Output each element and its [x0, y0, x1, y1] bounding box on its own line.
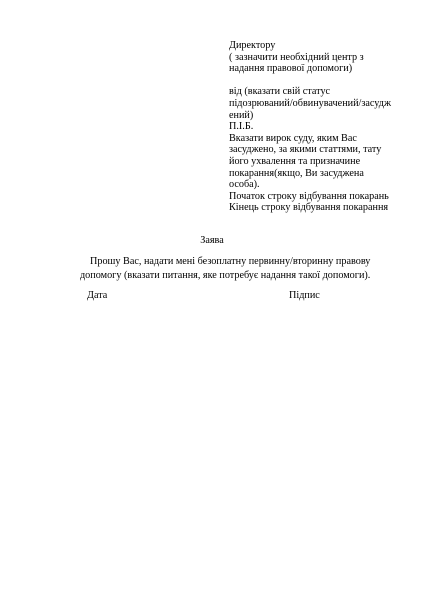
recipient-line: ений): [229, 109, 254, 121]
body-line: допомогу (вказати питання, яке потребує надання такої допомоги).: [80, 269, 371, 281]
signature-label: Підпис: [289, 290, 320, 301]
recipient-line: Кінець строку відбування покарання: [229, 202, 389, 214]
recipient-line: ( зазначити необхідний центр з: [229, 51, 364, 63]
recipient-line: покарання(якщо, Ви засуджена: [229, 167, 364, 179]
recipient-block: [229, 40, 424, 214]
recipient-spacer: [229, 75, 424, 87]
body-line: Прошу Вас, надати мені безоплатну первинну/вторинну правову: [90, 256, 371, 267]
recipient-line: Вказати вирок суду, яким Вас: [229, 132, 357, 144]
recipient-line: Початок строку відбування покарань: [229, 190, 389, 202]
recipient-line: засуджено, за якими статтями, тату: [229, 144, 382, 156]
recipient-line: П.І.Б.: [229, 121, 254, 133]
recipient-line: Директору: [229, 40, 276, 51]
recipient-line: від (вказати свій статус: [229, 86, 331, 98]
document-title: Заява: [200, 235, 224, 246]
recipient-line: надання правової допомоги): [229, 63, 353, 75]
recipient-line: підозрюваний/обвинувачений/засудж: [229, 97, 391, 109]
recipient-line: його ухвалення та призначине: [229, 155, 361, 167]
date-label: Дата: [87, 290, 108, 301]
application-body: [80, 255, 380, 282]
recipient-line: особа).: [229, 179, 260, 191]
